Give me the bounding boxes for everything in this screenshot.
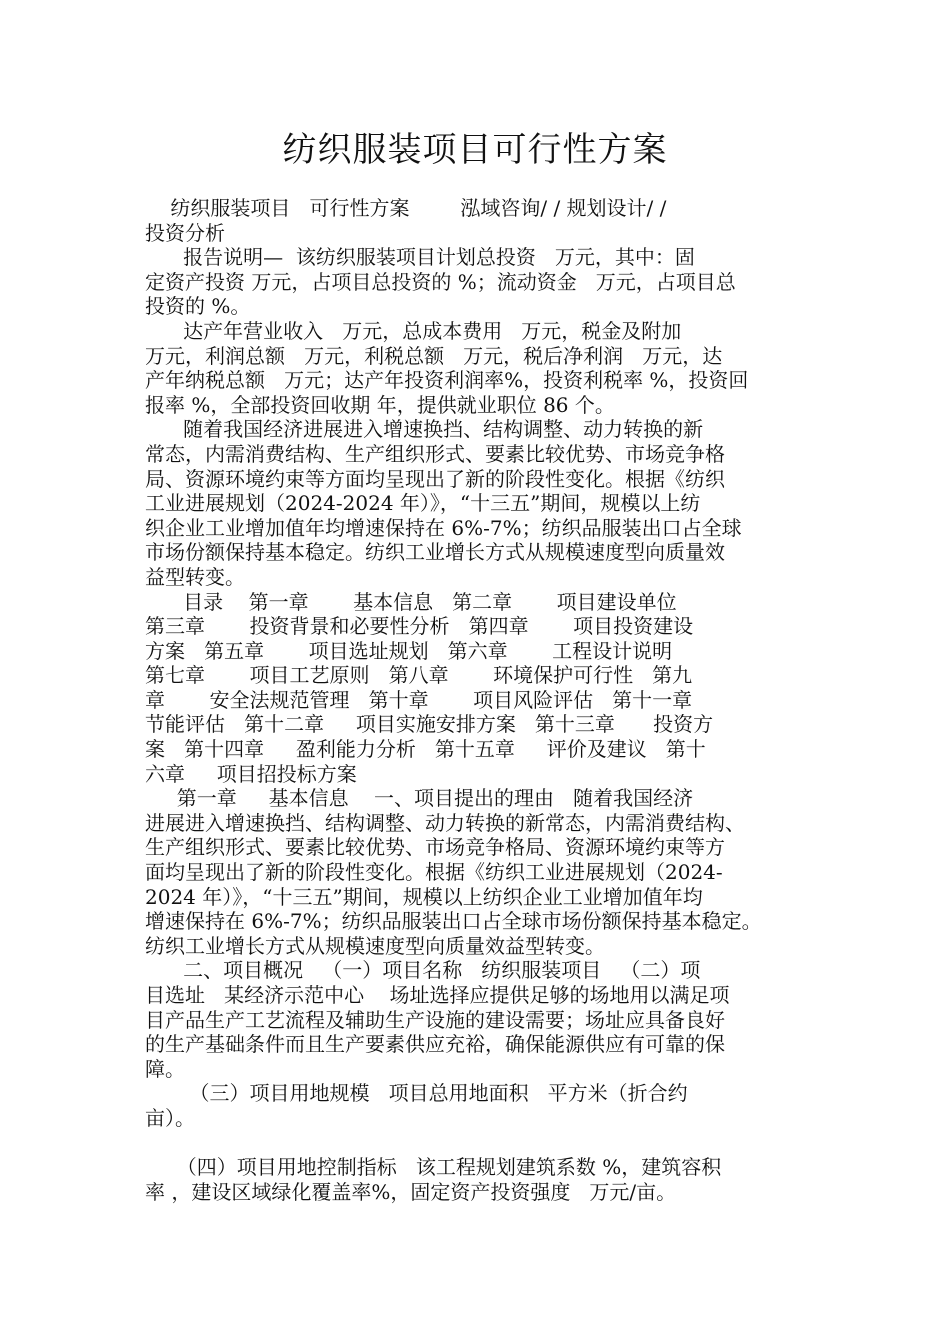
body-line: 进展进入增速换挡、结构调整、动力转换的新常态，内需消费结构、 xyxy=(145,810,745,835)
body-line: 达产年营业收入 万元，总成本费用 万元，税金及附加 xyxy=(145,318,682,343)
body-line: 定资产投资 万元，占项目总投资的 %；流动资金 万元，占项目总 xyxy=(145,269,736,294)
body-line: （四）项目用地控制指标 该工程规划建筑系数 %，建筑容积 xyxy=(145,1155,722,1180)
body-line: 第三章 投资背景和必要性分析 第四章 项目投资建设 xyxy=(145,614,694,639)
body-line: 节能评估 第十二章 项目实施安排方案 第十三章 投资方 xyxy=(145,712,714,737)
document-title: 纺织服装项目可行性方案 xyxy=(282,130,668,170)
body-line: 2024 年）》，“十三五”期间，规模以上纺织企业工业增加值年均 xyxy=(145,884,703,909)
body-line: 增速保持在 6%-7%；纺织品服装出口占全球市场份额保持基本稳定。 xyxy=(145,909,762,934)
body-line: 的生产基础条件而且生产要素供应充裕，确保能源供应有可靠的保 xyxy=(145,1032,725,1057)
body-line: 亩）。 xyxy=(145,1105,195,1130)
body-line: 报告说明— 该纺织服装项目计划总投资 万元，其中：固 xyxy=(145,245,695,270)
body-line: 常态，内需消费结构、生产组织形式、要素比较优势、市场竞争格 xyxy=(145,441,725,466)
body-line: 产年纳税总额 万元；达产年投资利润率%，投资利税率 %，投资回 xyxy=(145,368,749,393)
body-line: 章 安全法规范管理 第十章 项目风险评估 第十一章 xyxy=(145,687,693,712)
body-line: 目录 第一章 基本信息 第二章 项目建设单位 xyxy=(145,589,677,614)
body-line: 万元，利润总额 万元，利税总额 万元，税后净利润 万元，达 xyxy=(145,343,723,368)
body-line: 益型转变。 xyxy=(145,564,245,589)
body-line: 方案 第五章 项目选址规划 第六章 工程设计说明 xyxy=(145,638,673,663)
body-line: 市场份额保持基本稳定。纺织工业增长方式从规模速度型向质量效 xyxy=(145,540,725,565)
body-line: 二、项目概况 （一）项目名称 纺织服装项目 （二）项 xyxy=(145,958,701,983)
body-line: 障。 xyxy=(145,1056,185,1081)
body-line: 面均呈现出了新的阶段性变化。根据《纺织工业进展规划（2024- xyxy=(145,860,723,885)
body-line: 纺织服装项目 可行性方案 泓域咨询/ / 规划设计/ / xyxy=(145,196,667,220)
body-line: 报率 %，全部投资回收期 年，提供就业职位 86 个。 xyxy=(145,392,615,417)
body-line: （三）项目用地规模 项目总用地面积 平方米（折合约 xyxy=(145,1081,688,1106)
body-line: 织企业工业增加值年均增速保持在 6%-7%；纺织品服装出口占全球 xyxy=(145,515,742,540)
document-body xyxy=(145,196,810,1204)
body-line: 第七章 项目工艺原则 第八章 环境保护可行性 第九 xyxy=(145,663,693,688)
body-line: 纺织工业增长方式从规模速度型向质量效益型转变。 xyxy=(145,933,605,958)
blank-line xyxy=(145,1131,810,1156)
body-line: 生产组织形式、要素比较优势、市场竞争格局、资源环境约束等方 xyxy=(145,835,725,860)
body-line: 投资的 %。 xyxy=(145,294,251,319)
body-line: 六章 项目招投标方案 xyxy=(145,761,357,786)
body-line: 率 ，建设区域绿化覆盖率%，固定资产投资强度 万元/亩。 xyxy=(145,1179,677,1204)
body-line: 随着我国经济进展进入增速换挡、结构调整、动力转换的新 xyxy=(145,417,704,442)
body-line: 投资分析 xyxy=(145,220,225,245)
body-line: 目选址 某经济示范中心 场址选择应提供足够的场地用以满足项 xyxy=(145,983,730,1007)
body-line: 工业进展规划（2024-2024 年）》，“十三五”期间，规模以上纺 xyxy=(145,491,701,516)
body-line: 第一章 基本信息 一、项目提出的理由 随着我国经济 xyxy=(145,786,694,811)
body-line: 案 第十四章 盈利能力分析 第十五章 评价及建议 第十 xyxy=(145,737,706,762)
body-line: 局、资源环境约束等方面均呈现出了新的阶段性变化。根据《纺织 xyxy=(145,466,725,491)
body-line: 目产品生产工艺流程及辅助生产设施的建设需要；场址应具备良好 xyxy=(145,1007,725,1032)
